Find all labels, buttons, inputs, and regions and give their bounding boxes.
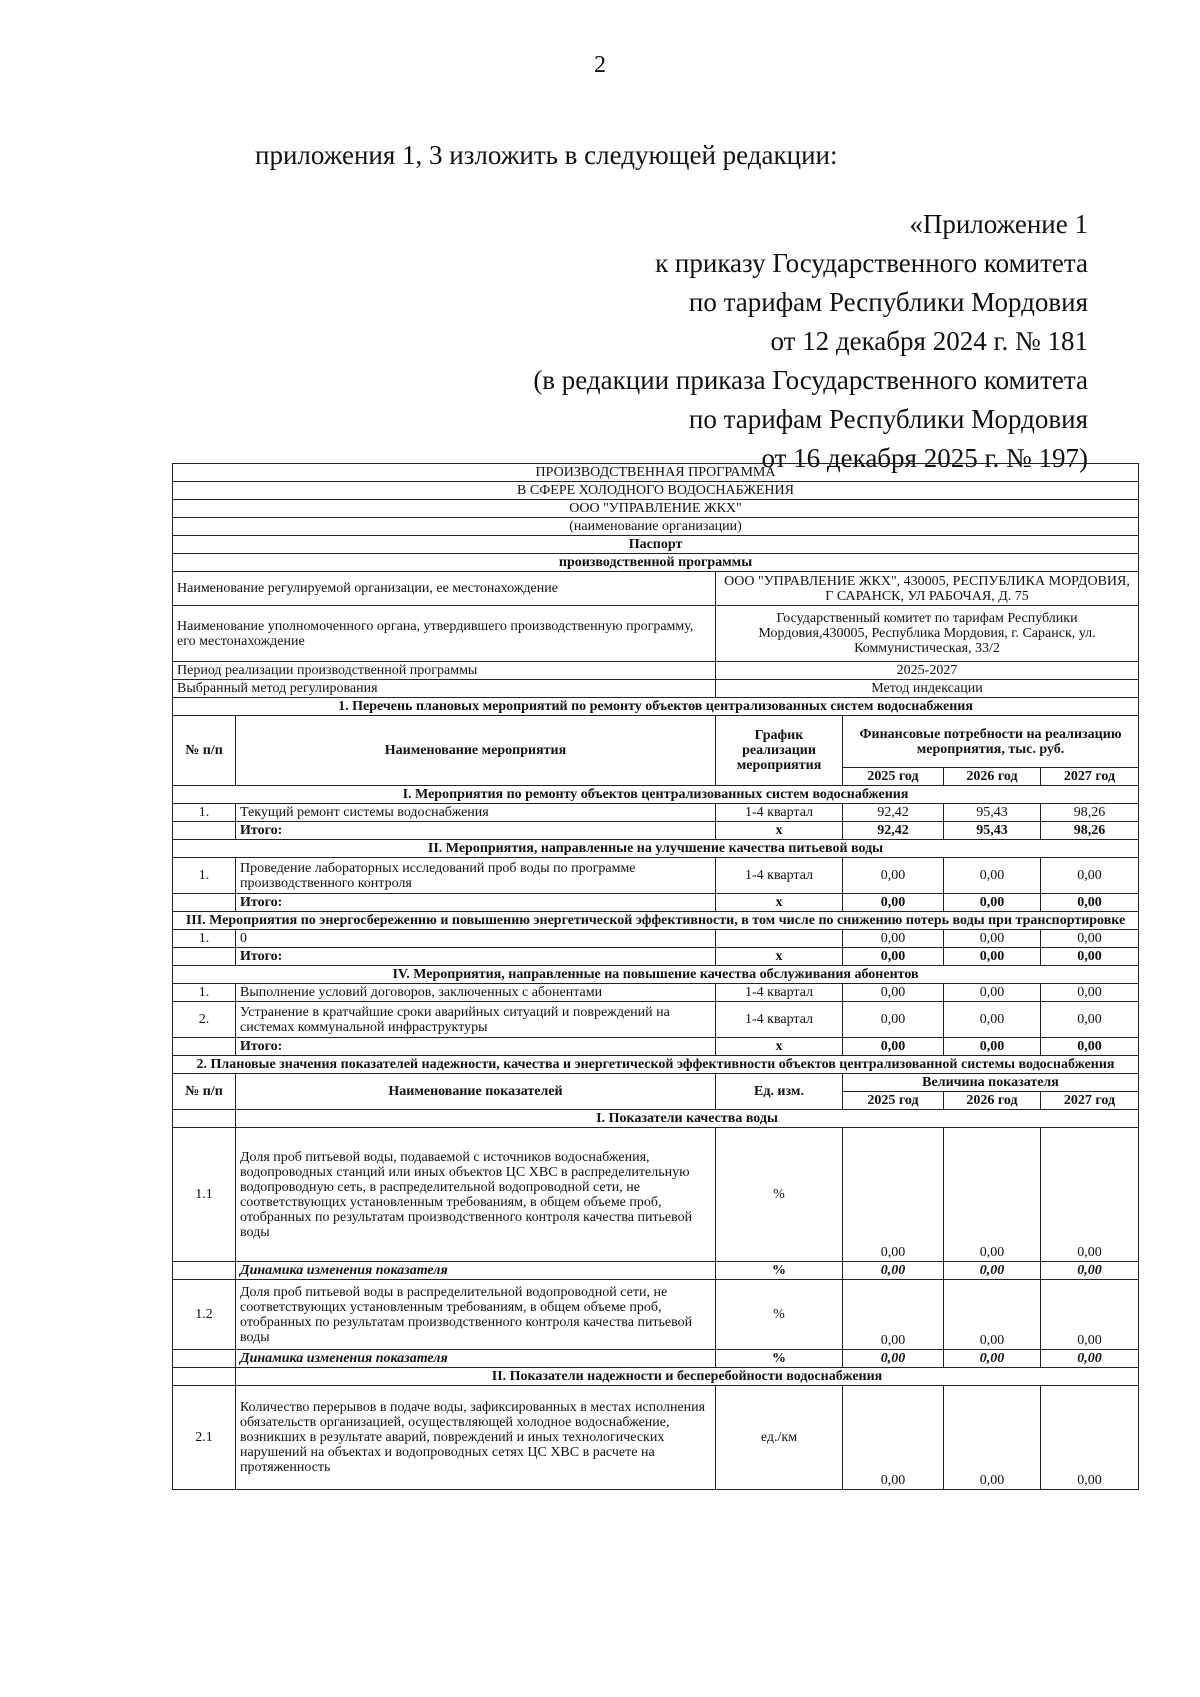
appendix-line: «Приложение 1: [909, 209, 1088, 239]
total-row: [173, 894, 1139, 912]
appendix-line: от 12 декабря 2024 г. № 181: [770, 326, 1088, 356]
dynamics-label: Динамика изменения показателя: [236, 1262, 716, 1280]
total-row: [173, 1038, 1139, 1056]
row-2026: 0,00: [944, 930, 1041, 948]
header-num: № п/п: [173, 1074, 236, 1110]
passport-info-row: [173, 680, 1139, 698]
header-2025: 2025 год: [843, 768, 944, 786]
row-num: 2.1: [173, 1386, 236, 1490]
row-unit: %: [716, 1280, 843, 1350]
row-unit: ед./км: [716, 1386, 843, 1490]
header-2026: 2026 год: [944, 768, 1041, 786]
group-title-row: [173, 1110, 1139, 1128]
appendix-line: по тарифам Республики Мордовия: [688, 287, 1088, 317]
org-name: ООО "УПРАВЛЕНИЕ ЖКХ": [173, 500, 1139, 518]
row-2025: 0,00: [843, 984, 944, 1002]
passport-row: [173, 536, 1139, 554]
row-name: Проведение лабораторных исследований проб воды по программе производственного контроля: [236, 858, 716, 894]
row-2027: 0,00: [1041, 930, 1139, 948]
info-value: Метод индексации: [716, 680, 1139, 698]
info-label: Наименование регулируемой организации, ее местонахождение: [173, 572, 716, 606]
indicator-row: [173, 1128, 1139, 1262]
header-schedule: График реализации мероприятия: [716, 716, 843, 786]
program-title-row: [173, 482, 1139, 500]
row-schedule: 1-4 квартал: [716, 858, 843, 894]
row-name: Количество перерывов в подаче воды, зафиксированных в местах исполнения обязательств организацией, осуществляющей холодное водоснабжение, возникших в результате аварий, повреждений и иных технологических нарушений на объектах и водопроводных сетях ЦС ХВС в расчете на протяженность: [236, 1386, 716, 1490]
header-finance: Финансовые потребности на реализацию мероприятия, тыс. руб.: [843, 716, 1139, 768]
header-2025: 2025 год: [843, 1092, 944, 1110]
row-2026: 0,00: [944, 984, 1041, 1002]
info-label: Наименование уполномоченного органа, утвердившего производственную программу, его местонахождение: [173, 606, 716, 662]
row-name: Доля проб питьевой воды в распределительной водопроводной сети, не соответствующих установленным требованиям, в общем объеме проб, отобранных по результатам производственного контроля качества питьевой воды: [236, 1280, 716, 1350]
group-title: II. Показатели надежности и бесперебойности водоснабжения: [236, 1368, 1139, 1386]
row-unit: %: [716, 1128, 843, 1262]
info-value: ООО "УПРАВЛЕНИЕ ЖКХ", 430005, РЕСПУБЛИКА МОРДОВИЯ, Г САРАНСК, УЛ РАБОЧАЯ, Д. 75: [716, 572, 1139, 606]
row-2027: 98,26: [1041, 804, 1139, 822]
passport-sub-row: [173, 554, 1139, 572]
passport-subtitle: производственной программы: [173, 554, 1139, 572]
row-name: Текущий ремонт системы водоснабжения: [236, 804, 716, 822]
row-2027: 0,00: [1041, 1386, 1139, 1490]
row-name: Доля проб питьевой воды, подаваемой с источников водоснабжения, водопроводных станций или иных объектов ЦС ХВС в распределительную водопроводную сеть, в распределительной водопроводной сети, не соответствующих установленным требованиям, в общем объеме проб, отобранных по результатам производственного контроля качества питьевой воды: [236, 1128, 716, 1262]
dynamics-row: [173, 1350, 1139, 1368]
passport-title: Паспорт: [173, 536, 1139, 554]
dynamics-2026: 0,00: [944, 1262, 1041, 1280]
group-title: III. Мероприятия по энергосбережению и повышению энергетической эффективности, в том числе по снижению потерь воды при транспортировке: [173, 912, 1139, 930]
appendix-line: от 16 декабря 2025 г. № 197): [761, 443, 1088, 473]
row-schedule: 1-4 квартал: [716, 1002, 843, 1038]
section-title-row: [173, 1056, 1139, 1074]
total-2026: 0,00: [944, 894, 1041, 912]
info-value: 2025-2027: [716, 662, 1139, 680]
total-2027: 0,00: [1041, 948, 1139, 966]
intro-text: приложения 1, 3 изложить в следующей редакции:: [255, 140, 838, 170]
total-2025: 0,00: [843, 1038, 944, 1056]
row-name: 0: [236, 930, 716, 948]
total-empty: [173, 948, 236, 966]
header-2027: 2027 год: [1041, 1092, 1139, 1110]
appendix-line: к приказу Государственного комитета: [655, 248, 1088, 278]
row-num: 1.1: [173, 1128, 236, 1262]
passport-info-row: [173, 606, 1139, 662]
row-2026: 0,00: [944, 1280, 1041, 1350]
total-label: Итого:: [236, 948, 716, 966]
program-title: ПРОИЗВОДСТВЕННАЯ ПРОГРАММА: [173, 464, 1139, 482]
group-title: I. Показатели качества воды: [236, 1110, 1139, 1128]
group-title-row: [173, 912, 1139, 930]
total-2025: 0,00: [843, 894, 944, 912]
row-2025: 0,00: [843, 1128, 944, 1262]
dynamics-label: Динамика изменения показателя: [236, 1350, 716, 1368]
row-num: 1.: [173, 804, 236, 822]
page-number: 2: [594, 52, 606, 78]
appendix-line: (в редакции приказа Государственного комитета: [533, 365, 1088, 395]
org-name-row: [173, 500, 1139, 518]
total-label: Итого:: [236, 822, 716, 840]
dynamics-2025: 0,00: [843, 1262, 944, 1280]
row-2027: 0,00: [1041, 1002, 1139, 1038]
total-x: x: [716, 894, 843, 912]
total-x: x: [716, 822, 843, 840]
row-2025: 0,00: [843, 1002, 944, 1038]
dynamics-empty: [173, 1262, 236, 1280]
total-row: [173, 948, 1139, 966]
table-row: [173, 984, 1139, 1002]
group-empty: [173, 1368, 236, 1386]
row-name: Выполнение условий договоров, заключенных с абонентами: [236, 984, 716, 1002]
header-event-name: Наименование мероприятия: [236, 716, 716, 786]
section1-title: 1. Перечень плановых мероприятий по ремонту объектов централизованных систем водоснабжения: [173, 698, 1139, 716]
row-name: Устранение в кратчайшие сроки аварийных ситуаций и повреждений на системах коммунальной инфраструктуры: [236, 1002, 716, 1038]
header-2027: 2027 год: [1041, 768, 1139, 786]
dynamics-unit: %: [716, 1350, 843, 1368]
group-title-row: [173, 1368, 1139, 1386]
total-x: x: [716, 948, 843, 966]
table-row: [173, 858, 1139, 894]
total-2027: 0,00: [1041, 894, 1139, 912]
passport-info-row: [173, 572, 1139, 606]
info-value: Государственный комитет по тарифам Республики Мордовия,430005, Республика Мордовия, г. Саранск, ул. Коммунистическая, 33/2: [716, 606, 1139, 662]
org-caption-row: [173, 518, 1139, 536]
group-title: IV. Мероприятия, направленные на повышение качества обслуживания абонентов: [173, 966, 1139, 984]
row-2027: 0,00: [1041, 858, 1139, 894]
total-2026: 0,00: [944, 1038, 1041, 1056]
row-2026: 0,00: [944, 1386, 1041, 1490]
total-empty: [173, 1038, 236, 1056]
total-x: x: [716, 1038, 843, 1056]
total-2027: 0,00: [1041, 1038, 1139, 1056]
total-row: [173, 822, 1139, 840]
dynamics-2027: 0,00: [1041, 1350, 1139, 1368]
dynamics-2026: 0,00: [944, 1350, 1041, 1368]
row-num: 1.: [173, 984, 236, 1002]
table-row: [173, 930, 1139, 948]
row-2025: 0,00: [843, 1280, 944, 1350]
dynamics-2025: 0,00: [843, 1350, 944, 1368]
row-2025: 0,00: [843, 1386, 944, 1490]
dynamics-empty: [173, 1350, 236, 1368]
row-schedule: 1-4 квартал: [716, 984, 843, 1002]
org-caption: (наименование организации): [173, 518, 1139, 536]
dynamics-row: [173, 1262, 1139, 1280]
total-empty: [173, 822, 236, 840]
group-title: II. Мероприятия, направленные на улучшение качества питьевой воды: [173, 840, 1139, 858]
row-num: 1.: [173, 930, 236, 948]
production-program-table: [172, 463, 1139, 1490]
dynamics-unit: %: [716, 1262, 843, 1280]
row-2025: 0,00: [843, 858, 944, 894]
section2-header-row: [173, 1074, 1139, 1092]
total-2026: 0,00: [944, 948, 1041, 966]
row-2026: 95,43: [944, 804, 1041, 822]
total-label: Итого:: [236, 1038, 716, 1056]
total-2025: 0,00: [843, 948, 944, 966]
row-2027: 0,00: [1041, 984, 1139, 1002]
info-label: Период реализации производственной программы: [173, 662, 716, 680]
row-num: 1.2: [173, 1280, 236, 1350]
row-2026: 0,00: [944, 1002, 1041, 1038]
total-2025: 92,42: [843, 822, 944, 840]
program-title-row: [173, 464, 1139, 482]
group-empty: [173, 1110, 236, 1128]
program-subtitle: В СФЕРЕ ХОЛОДНОГО ВОДОСНАБЖЕНИЯ: [173, 482, 1139, 500]
total-2027: 98,26: [1041, 822, 1139, 840]
group-title: I. Мероприятия по ремонту объектов централизованных систем водоснабжения: [173, 786, 1139, 804]
indicator-row: [173, 1280, 1139, 1350]
header-num: № п/п: [173, 716, 236, 786]
total-empty: [173, 894, 236, 912]
info-label: Выбранный метод регулирования: [173, 680, 716, 698]
table-row: [173, 804, 1139, 822]
section-title-row: [173, 698, 1139, 716]
row-2025: 92,42: [843, 804, 944, 822]
total-2026: 95,43: [944, 822, 1041, 840]
header-unit: Ед. изм.: [716, 1074, 843, 1110]
header-magnitude: Величина показателя: [843, 1074, 1139, 1092]
passport-info-row: [173, 662, 1139, 680]
indicator-row: [173, 1386, 1139, 1490]
row-2026: 0,00: [944, 858, 1041, 894]
row-schedule: [716, 930, 843, 948]
dynamics-2027: 0,00: [1041, 1262, 1139, 1280]
row-2027: 0,00: [1041, 1280, 1139, 1350]
header-indicator-name: Наименование показателей: [236, 1074, 716, 1110]
appendix-header: [533, 205, 1088, 478]
row-2026: 0,00: [944, 1128, 1041, 1262]
group-title-row: [173, 786, 1139, 804]
group-title-row: [173, 966, 1139, 984]
section1-header-row: [173, 716, 1139, 768]
row-num: 2.: [173, 1002, 236, 1038]
appendix-line: по тарифам Республики Мордовия: [688, 404, 1088, 434]
group-title-row: [173, 840, 1139, 858]
total-label: Итого:: [236, 894, 716, 912]
section2-title: 2. Плановые значения показателей надежности, качества и энергетической эффективности объектов централизованной системы водоснабжения: [173, 1056, 1139, 1074]
row-schedule: 1-4 квартал: [716, 804, 843, 822]
table-row: [173, 1002, 1139, 1038]
row-2025: 0,00: [843, 930, 944, 948]
row-2027: 0,00: [1041, 1128, 1139, 1262]
row-num: 1.: [173, 858, 236, 894]
header-2026: 2026 год: [944, 1092, 1041, 1110]
